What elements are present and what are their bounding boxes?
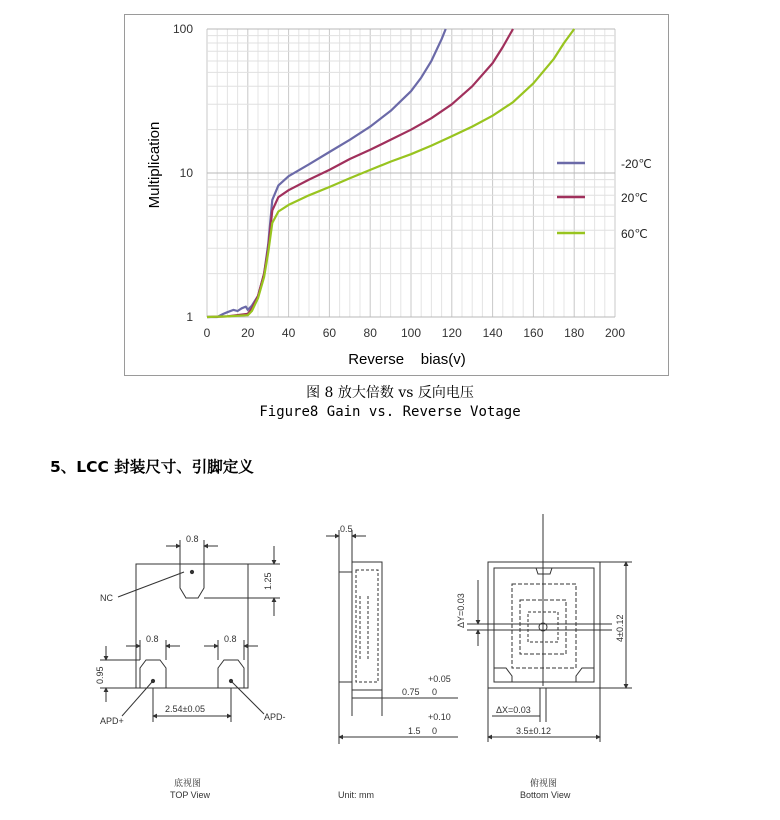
x-tick-label: 0 [203, 326, 211, 340]
notch-top [536, 568, 552, 574]
top-view-labels [95, 534, 286, 800]
y-tick-label: 100 [172, 22, 193, 36]
side-view-cavity [356, 570, 378, 682]
nc-dot [190, 570, 193, 573]
label-nc: NC [100, 593, 113, 603]
x-tick-label: 160 [523, 326, 544, 340]
label-apd-plus: APD+ [100, 716, 124, 726]
side-tol2-plus: +0.10 [428, 712, 451, 722]
apd-minus-pad [218, 660, 244, 688]
x-tick-label: 180 [564, 326, 585, 340]
x-tick-label: 200 [604, 326, 626, 340]
section-title: 5、LCC 封装尺寸、引脚定义 [50, 458, 254, 476]
x-tick-label: 100 [400, 326, 422, 340]
bottom-dim-width: 3.5±0.12 [516, 726, 551, 736]
package-drawing [0, 500, 780, 820]
notch-br [576, 668, 594, 682]
x-tick-label: 140 [482, 326, 503, 340]
top-view [100, 540, 280, 722]
bottom-dim-height: 4±0.12 [615, 614, 625, 642]
legend-label-2: 60℃ [621, 227, 648, 241]
y-axis-label: Multiplication [146, 121, 163, 209]
x-tick-label: 120 [441, 326, 462, 340]
bottom-view-rim [494, 568, 594, 682]
top-dim-left: 0.95 [95, 666, 105, 684]
top-dim-top: 0.8 [186, 534, 199, 544]
figure-caption-cn: 图 8 放大倍数 vs 反向电压 [306, 385, 474, 401]
side-view-lid [339, 572, 352, 682]
x-tick-label: 20 [241, 326, 255, 340]
bottom-view [467, 514, 632, 742]
legend-label-0: -20℃ [621, 157, 652, 171]
side-tol1-plus: +0.05 [428, 674, 451, 684]
top-dim-right: 1.25 [263, 572, 273, 590]
unit-label: Unit: mm [338, 790, 374, 800]
side-tol2-minus: 0 [432, 726, 438, 736]
bottom-view-title-cn: 俯视图 [530, 778, 558, 788]
notch-bl [494, 668, 512, 682]
x-tick-label: 80 [363, 326, 377, 340]
figure-caption-en: Figure8 Gain vs. Reverse Votage [259, 404, 521, 420]
y-tick-label: 1 [186, 310, 193, 324]
top-dim-pad-left: 0.8 [146, 634, 159, 644]
x-axis-label: Reverse bias(v) [348, 351, 466, 368]
x-tick-label: 40 [281, 326, 296, 340]
legend-label-1: 20℃ [621, 191, 648, 205]
apd-plus-pad [140, 660, 166, 688]
gain-chart-svg [125, 15, 670, 377]
bottom-dim-dy: ΔY=0.03 [456, 593, 466, 628]
side-view-labels [338, 524, 451, 800]
nc-pad [180, 564, 204, 598]
top-dim-pad-right: 0.8 [224, 634, 237, 644]
top-view-title-cn: 底视图 [174, 778, 202, 788]
top-dim-pitch: 2.54±0.05 [165, 704, 205, 714]
side-dim1: 0.75 [402, 687, 420, 697]
bottom-view-body [488, 562, 600, 688]
bottom-dim-dx: ΔX=0.03 [496, 705, 531, 715]
side-dim2: 1.5 [408, 726, 421, 736]
x-tick-label: 60 [322, 326, 337, 340]
side-tol1-minus: 0 [432, 687, 438, 697]
gain-chart [124, 14, 669, 376]
top-view-title-en: TOP View [170, 790, 211, 800]
side-dim-top: 0.5 [340, 524, 353, 534]
bottom-view-title-en: Bottom View [520, 790, 571, 800]
top-view-body [136, 564, 248, 688]
y-tick-label: 10 [179, 166, 193, 180]
label-apd-minus: APD- [264, 712, 286, 722]
